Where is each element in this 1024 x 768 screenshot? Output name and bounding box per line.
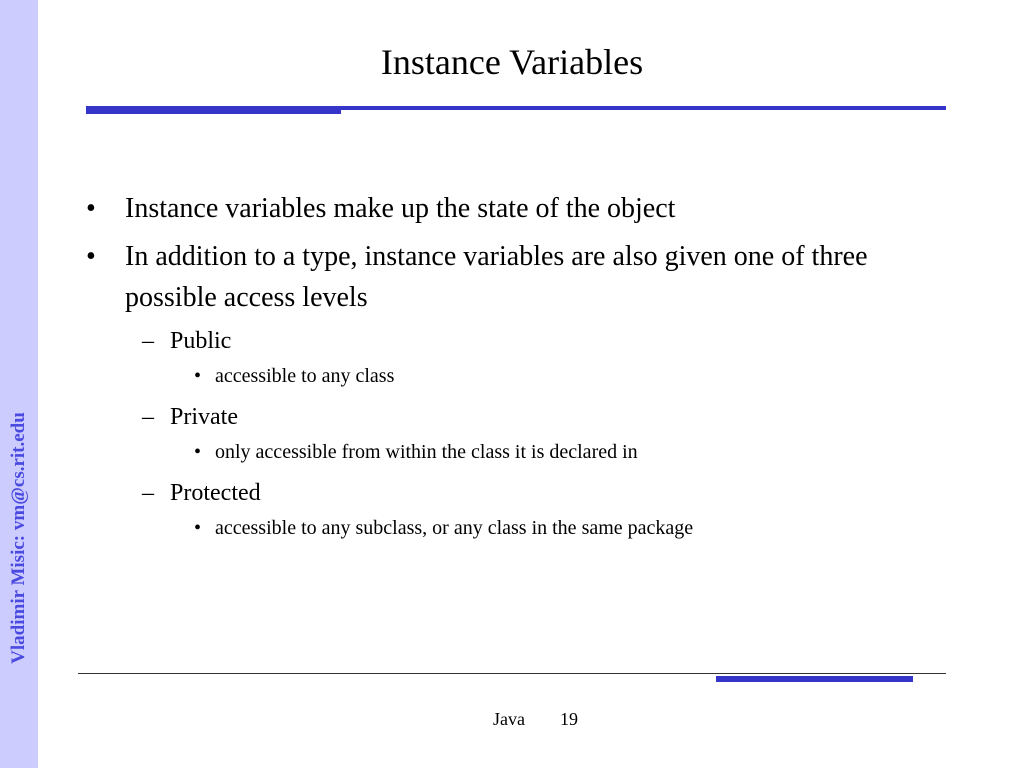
author-domain: cs.rit.edu	[8, 412, 29, 488]
bullet-marker: •	[86, 193, 96, 224]
page-number: 19	[560, 709, 578, 729]
detail-text: accessible to any class	[215, 365, 395, 387]
slide-content	[86, 188, 946, 553]
footer-rule	[78, 673, 946, 674]
detail-text: only accessible from within the class it is declared in	[215, 441, 638, 463]
access-level-label: Public	[170, 328, 232, 354]
author-credit	[8, 412, 30, 664]
author-at-sign: @	[8, 487, 29, 505]
access-level-public	[86, 325, 946, 357]
bullet-item	[86, 188, 946, 229]
bullet-marker: •	[194, 365, 202, 387]
access-level-detail	[86, 515, 946, 542]
dash-marker: –	[142, 328, 154, 354]
access-level-protected	[86, 477, 946, 509]
bullet-marker: •	[194, 517, 202, 539]
access-level-detail	[86, 363, 946, 390]
access-level-detail	[86, 439, 946, 466]
bullet-marker: •	[86, 241, 96, 272]
access-level-private	[86, 401, 946, 433]
bullet-item	[86, 236, 946, 318]
access-level-label: Protected	[170, 480, 261, 506]
bullet-marker: •	[194, 441, 202, 463]
footer-course: Java	[493, 709, 525, 729]
dash-marker: –	[142, 404, 154, 430]
bullet-text: Instance variables make up the state of the object	[125, 193, 676, 224]
access-level-label: Private	[170, 404, 238, 430]
bullet-text: In addition to a type, instance variables are also given one of three possible access levels	[125, 241, 868, 313]
dash-marker: –	[142, 480, 154, 506]
detail-text: accessible to any subclass, or any class in the same package	[215, 517, 694, 539]
footer-rule-accent	[716, 676, 913, 682]
title-underline-accent	[86, 106, 341, 114]
slide-title: Instance Variables	[380, 42, 644, 82]
author-name: Vladimir Misic: vm	[8, 504, 29, 664]
